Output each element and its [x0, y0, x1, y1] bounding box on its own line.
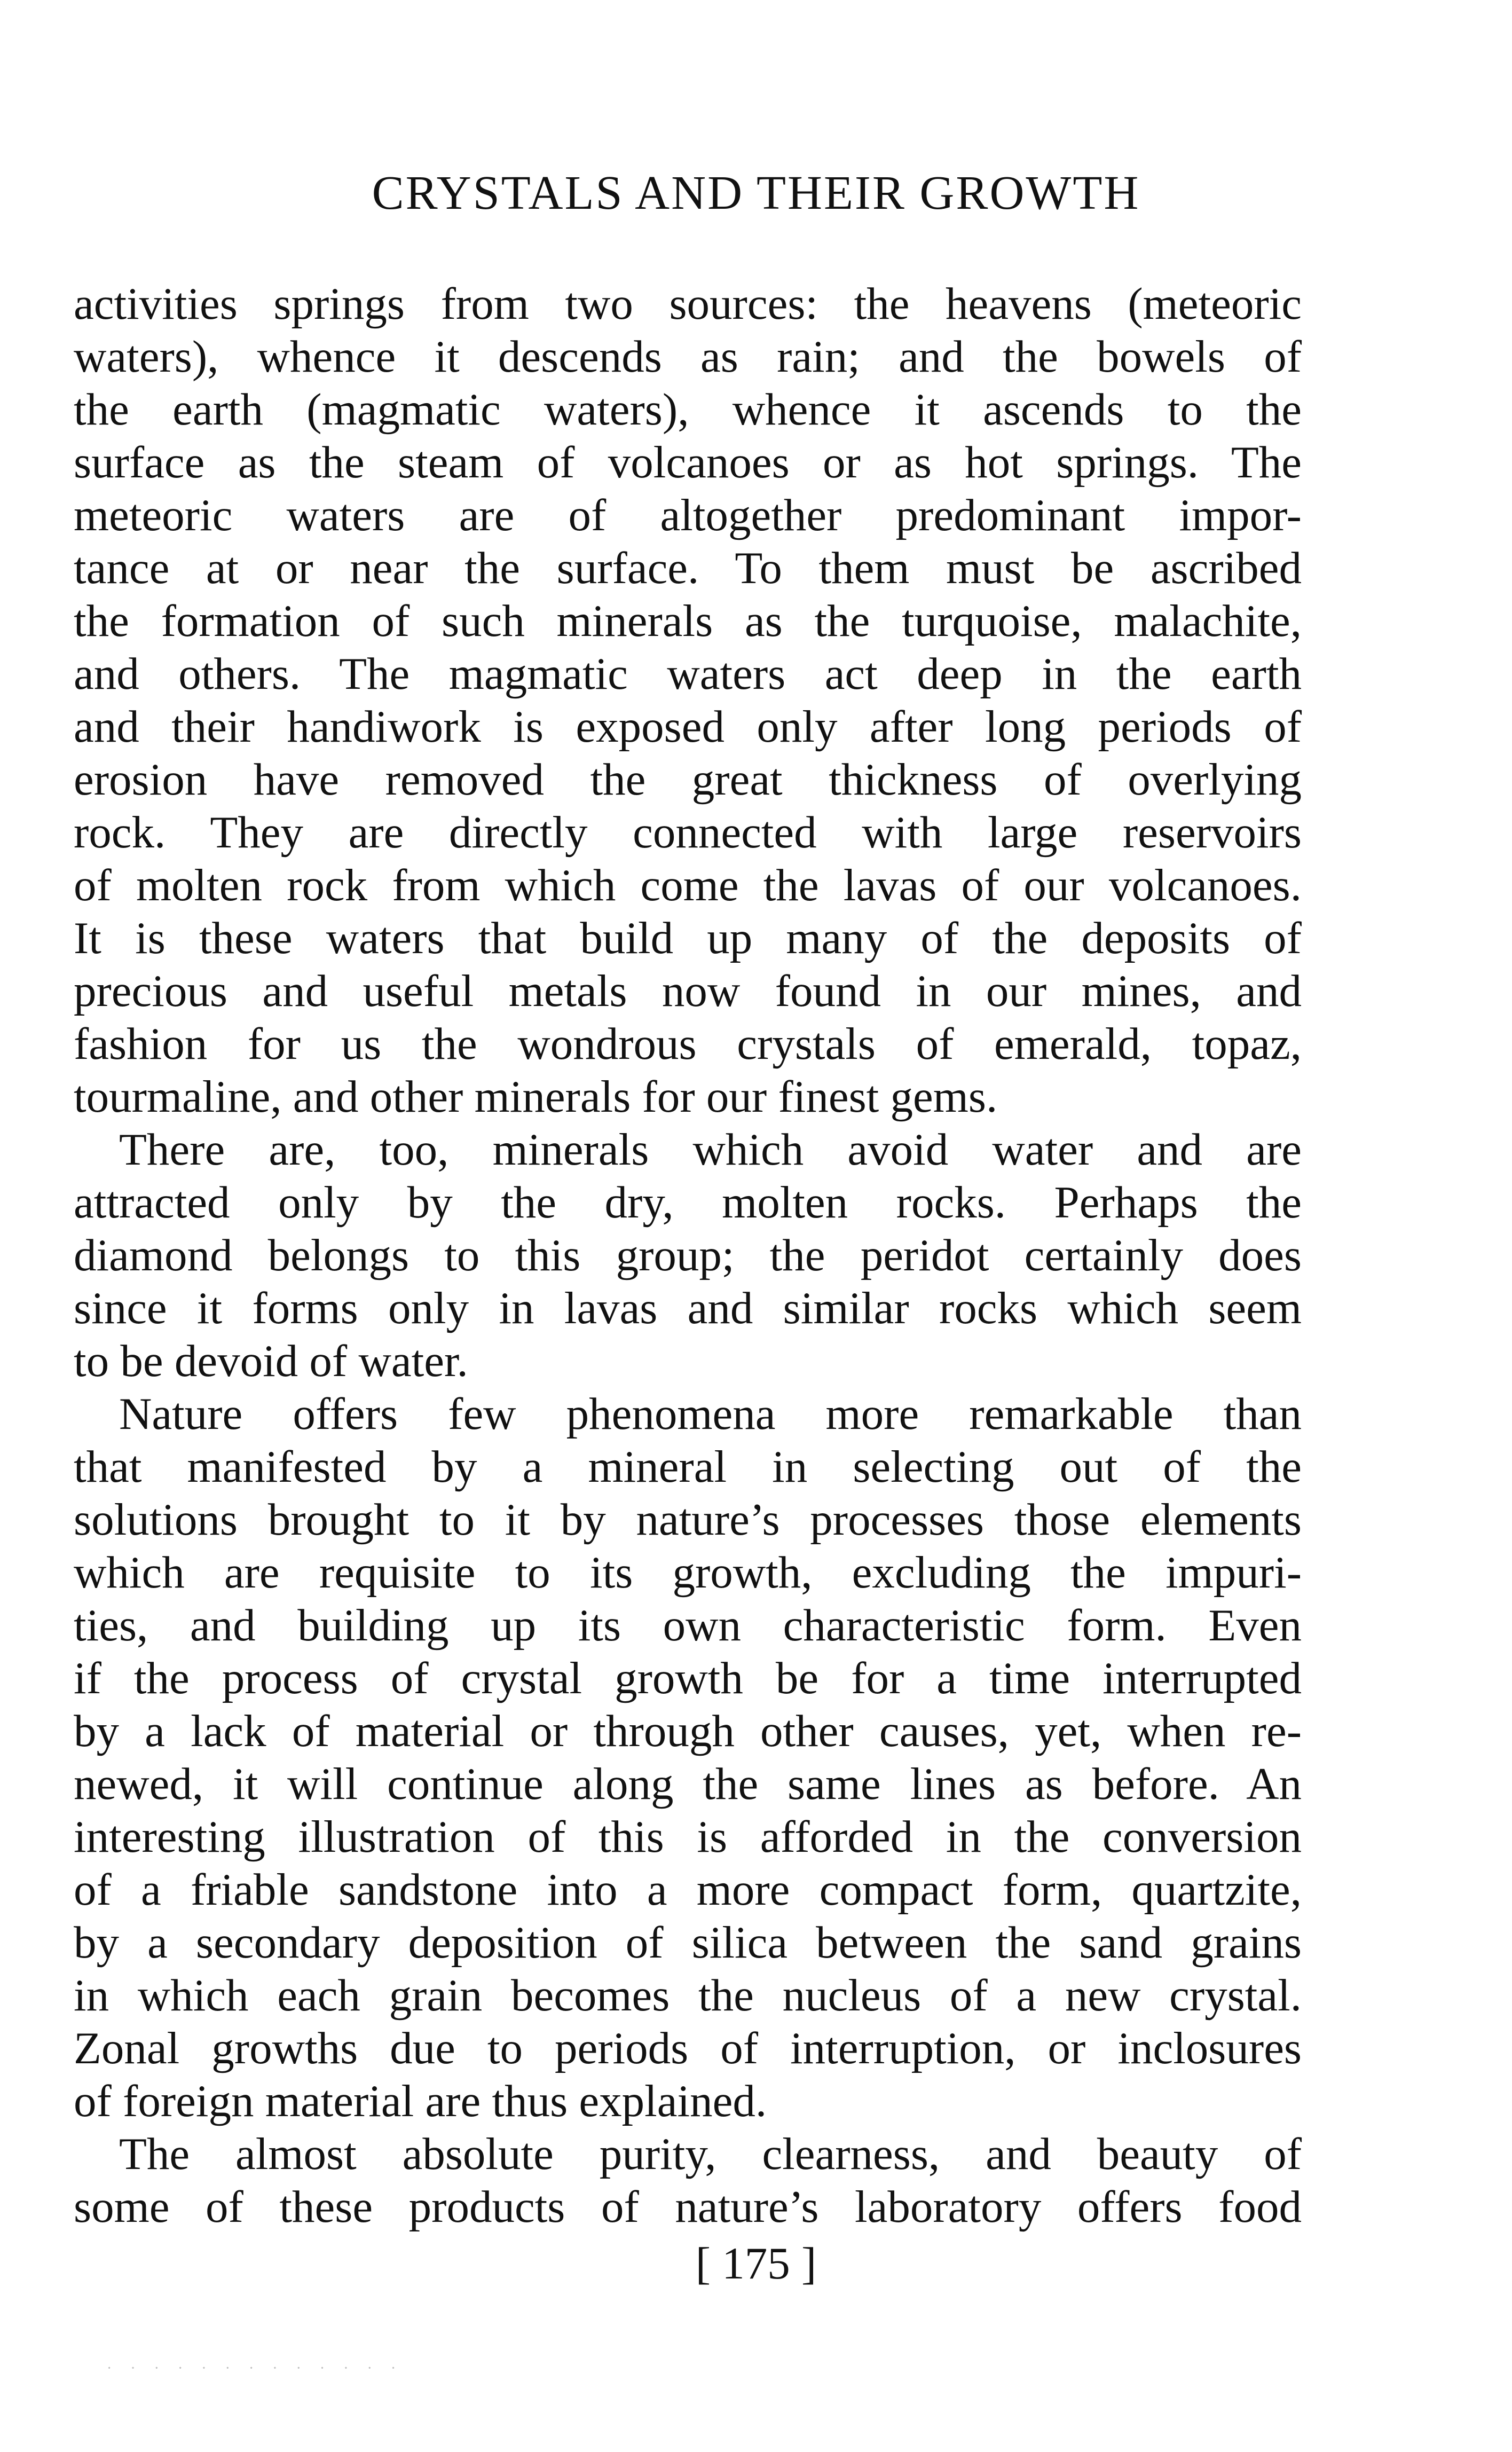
text-line: the earth (magmatic waters), whence it ascends to the — [74, 384, 1302, 435]
text-line: erosion have removed the great thickness of overlying — [74, 755, 1302, 805]
text-line: rock. They are directly connected with large reservoirs — [74, 807, 1302, 858]
body-text — [74, 278, 1302, 2234]
text-line: by a secondary deposition of silica between the sand grains — [74, 1917, 1302, 1968]
text-line: of a friable sandstone into a more compact form, quartzite, — [74, 1865, 1302, 1915]
scan-specks: · · · · · · · · · · · · · — [107, 2360, 404, 2377]
text-line: precious and useful metals now found in our mines, and — [74, 966, 1302, 1016]
page-number: [ 175 ] — [695, 2238, 817, 2289]
text-line: waters), whence it descends as rain; and the bowels of — [74, 332, 1302, 382]
text-line: tourmaline, and other minerals for our finest gems. — [74, 1072, 998, 1122]
text-line: the formation of such minerals as the turquoise, malachite, — [74, 596, 1302, 646]
text-line: some of these products of nature’s laboratory offers food — [74, 2182, 1302, 2232]
text-line: attracted only by the dry, molten rocks. Perhaps the — [74, 1177, 1302, 1228]
text-line: solutions brought to it by nature’s processes those elements — [74, 1495, 1302, 1545]
text-line: diamond belongs to this group; the peridot certainly does — [74, 1230, 1302, 1280]
text-line: activities springs from two sources: the heavens (meteoric — [74, 279, 1302, 329]
text-line: and their handiwork is exposed only after long periods of — [74, 702, 1302, 752]
text-line: newed, it will continue along the same lines as before. An — [74, 1759, 1302, 1809]
text-line: ties, and building up its own characteristic form. Even — [74, 1600, 1302, 1651]
text-line: to be devoid of water. — [74, 1336, 468, 1386]
text-line: of foreign material are thus explained. — [74, 2076, 767, 2126]
text-line: Zonal growths due to periods of interruption, or inclosures — [74, 2023, 1302, 2073]
text-line: interesting illustration of this is afforded in the conversion — [74, 1812, 1302, 1862]
text-line: There are, too, minerals which avoid water and are — [119, 1125, 1302, 1175]
text-line: in which each grain becomes the nucleus of a new crystal. — [74, 1970, 1302, 2021]
text-line: It is these waters that build up many of the deposits of — [74, 913, 1302, 963]
text-line: which are requisite to its growth, excluding the impuri- — [74, 1547, 1302, 1598]
text-line: The almost absolute purity, clearness, and beauty of — [119, 2129, 1302, 2179]
text-line: Nature offers few phenomena more remarkable than — [119, 1389, 1302, 1439]
text-line: of molten rock from which come the lavas of our volcanoes. — [74, 860, 1302, 910]
running-head: CRYSTALS AND THEIR GROWTH — [372, 167, 1140, 219]
text-line: and others. The magmatic waters act deep in the earth — [74, 649, 1302, 699]
text-line: since it forms only in lavas and similar rocks which seem — [74, 1283, 1302, 1333]
text-line: fashion for us the wondrous crystals of emerald, topaz, — [74, 1019, 1302, 1069]
text-line: that manifested by a mineral in selecting out of the — [74, 1442, 1302, 1492]
text-line: tance at or near the surface. To them must be ascribed — [74, 543, 1302, 593]
text-line: meteoric waters are of altogether predominant impor- — [74, 490, 1302, 540]
text-line: by a lack of material or through other causes, yet, when re- — [74, 1706, 1302, 1756]
text-line: surface as the steam of volcanoes or as hot springs. The — [74, 437, 1302, 488]
text-line: if the process of crystal growth be for a time interrupted — [74, 1653, 1302, 1703]
